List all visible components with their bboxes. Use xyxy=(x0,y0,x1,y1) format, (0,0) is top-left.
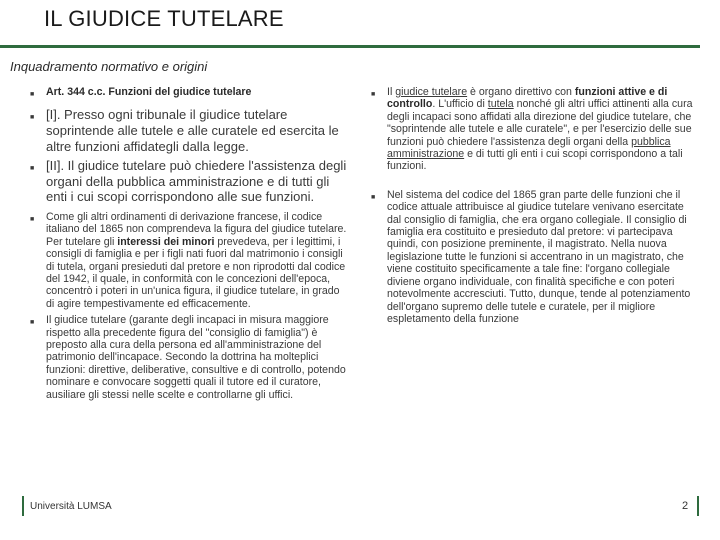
comma-1-text: [I]. Presso ogni tribunale il giudice tutelare soprintende alle tutele e alle curatele ed esercita le altre funzioni affidategli dalla legge. xyxy=(46,107,339,154)
functions-text: Il giudice tutelare (garante degli incapaci in misura maggiore rispetto alla precedente figura del "consiglio di famiglia") è preposto alla cura della persona ed all'amministrazione del patrimonio dell'incapace. Secondo la dottrina ha molteplici funzioni: direttive, deliberative, consultive e di controllo, potendo nominare e convocare soggetti quali il tutore ed il curatore, ausiliare gli stessi nelle scelte e controllarne gli uffici. xyxy=(46,314,346,401)
bullet-square-icon: ■ xyxy=(30,319,35,327)
comma-2-text: [II]. Il giudice tutelare può chiedere l'assistenza degli organi della pubblica amministrazione e di tutti gli enti i cui scopi corrispondono alle sue funzioni. xyxy=(46,158,347,205)
giudice-tutelare-link[interactable]: giudice tutelare xyxy=(395,86,468,98)
footer-left-accent xyxy=(22,496,24,516)
history-text xyxy=(46,211,350,310)
organ-text-part-b: è organo direttivo con xyxy=(467,86,575,98)
bullet-square-icon: ■ xyxy=(371,193,376,201)
tutela-link[interactable]: tutela xyxy=(487,98,514,111)
bullet-art-344 xyxy=(30,86,350,101)
bullet-code-1865 xyxy=(371,189,693,325)
history-text-bold: interessi dei minori xyxy=(117,235,215,248)
code-1865-text: Nel sistema del codice del 1865 gran parte delle funzioni che il codice attuale attribuisce al giudice tutelare venivano esercitate dal consiglio di famiglia, che era organo collegiale. Il consiglio di famiglia era costituito e presieduto dal pretore: vi partecipava quindi, con posizione preminente, il magistrato. Nella nuova legislazione tutte le funzioni si accentrano in un magistrato, che viene costituito specificamente a tale fine: l'organo collegiale diviene organo individuale, con finalità specifiche e con poteri notevolmente accresciuti. Tutto, dunque, tende al potenziamento dell'organo supremo delle tutele e curatele, per il migliore espletamento della funzione xyxy=(387,188,691,325)
article-heading: Art. 344 c.c. Funzioni del giudice tutelare xyxy=(46,86,252,98)
left-column xyxy=(30,86,350,405)
bullet-comma-2 xyxy=(30,158,350,205)
bullet-square-icon: ■ xyxy=(30,91,35,98)
bullet-square-icon: ■ xyxy=(30,165,35,173)
right-column xyxy=(371,86,693,329)
history-text-part-b: prevedeva, per i legittimi, i consigli di famiglia e per i figli nati fuori dal matrimonio i consigli di tutela, organi presieduti dal pretore e non riprodotti dal codice del 1942, il quale, in conformità con le concezioni dell'epoca, concentrò i poteri in un'unica figura, il giudice tutelare, in grado di agire tempestivamente ed efficacemente. xyxy=(46,235,346,310)
organ-text-part-a: Il xyxy=(387,86,396,98)
footer-institution: Università LUMSA xyxy=(30,501,112,512)
organ-text-part-d: nonché gli altri uffici attinenti alla cura degli incapaci sono affidati alla direzione del giudice tutelare, che "soprintende alle tutele e alle curatele", e per l'esercizio delle sue funzioni può chiedere l'assistenza degli organi della xyxy=(387,98,693,148)
bullet-square-icon: ■ xyxy=(30,215,35,223)
page-number: 2 xyxy=(682,500,689,512)
slide-subtitle: Inquadramento normativo e origini xyxy=(10,59,208,74)
bullet-square-icon: ■ xyxy=(371,91,376,98)
organ-text-bold: funzioni attive e di controllo xyxy=(387,86,668,111)
title-divider xyxy=(0,45,700,48)
footer-right-accent xyxy=(697,496,699,516)
organ-text xyxy=(387,86,693,173)
history-text-part-a: Come gli altri ordinamenti di derivazione francese, il codice italiano del 1865 non comprendeva la figura del giudice tutelare. Per tutelare gli xyxy=(46,210,347,248)
organ-text-part-c: . L'ufficio di xyxy=(432,98,488,111)
bullet-history xyxy=(30,211,350,310)
pubblica-amministrazione-link[interactable]: pubblica amministrazione xyxy=(387,135,671,161)
slide-title: IL GIUDICE TUTELARE xyxy=(44,6,284,31)
bullet-organ xyxy=(371,86,693,173)
bullet-functions xyxy=(30,314,350,401)
bullet-comma-1 xyxy=(30,107,350,154)
bullet-square-icon: ■ xyxy=(30,114,35,122)
organ-text-part-e: e di tutti gli enti i cui scopi corrispondono a tali funzioni. xyxy=(387,148,683,173)
